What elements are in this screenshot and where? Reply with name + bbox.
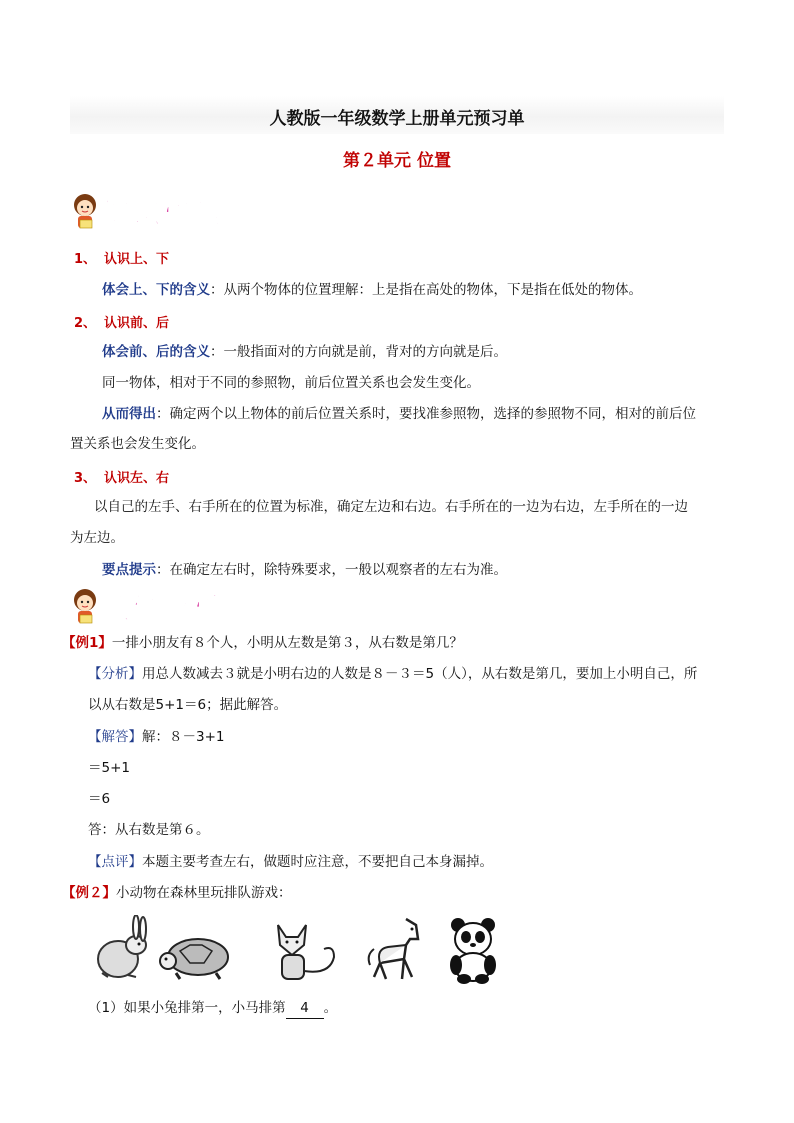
answer-blank: 4 [286,998,324,1019]
example-label: 【例２】 [62,885,116,901]
item-heading-text: 认识左、右 [104,471,170,486]
paragraph-line [94,497,688,517]
question-suffix: 。 [323,1000,338,1016]
paragraph-line [70,434,205,454]
analysis-line [88,695,287,715]
answer-line [88,789,110,809]
section-header-examples [70,585,222,629]
item-heading-text: 认识前、后 [104,316,170,331]
item-heading-text: 认识上、下 [104,252,170,267]
line-text: 为左边。 [70,530,124,546]
example-2-question [62,883,292,903]
item-heading-1 [74,248,169,267]
answer-text: ＝6 [88,791,111,807]
item-number: 2、 [74,316,97,331]
keyword: 从而得出 [102,406,156,422]
panda-icon [450,918,496,984]
fox-icon [278,925,334,979]
turtle-icon [160,939,228,979]
question-prefix: （1）如果小兔排第一，小马排第 [88,1000,286,1016]
example-1-question [62,633,463,653]
line-text: 同一物体，相对于不同的参照物，前后位置关系也会发生变化。 [102,375,480,391]
page-title: 人教版一年级数学上册单元预习单 [269,109,525,129]
answer-text: 解：８－3+1 [142,729,225,745]
sub-question-1 [88,998,337,1019]
girl-avatar-icon [70,587,100,627]
section-header-knowledge [70,190,222,234]
comment-line [88,852,493,872]
answer-text: 答：从右数是第６。 [88,822,210,838]
analysis-line [88,664,697,684]
keyword: 体会前、后的含义 [102,344,210,360]
analysis-label: 【分析】 [88,666,142,682]
comment-text: 本题主要考查左右，做题时应注意，不要把自己本身漏掉。 [142,854,493,870]
girl-avatar-icon [70,192,100,232]
section-title-knowledge: 知识梳理 [102,197,223,230]
example-label: 【例1】 [62,635,112,651]
paragraph-line [102,373,480,393]
item-number: 3、 [74,471,97,486]
line-text: ：在确定左右时，除特殊要求，一般以观察者的左右为准。 [156,562,507,578]
answer-text: ＝5+1 [88,760,130,776]
analysis-text: 用总人数减去３就是小明右边的人数是８－３＝5（人），从右数是第几，要加上小明自己，所 [142,666,698,682]
paragraph-line [70,528,124,548]
line-text: ：确定两个以上物体的前后位置关系时，要找准参照物，选择的参照物不同，相对的前后位 [156,406,696,422]
paragraph-line [102,404,696,424]
line-text: 置关系也会发生变化。 [70,436,205,452]
answer-label: 【解答】 [88,729,142,745]
line-text: ：从两个物体的位置理解：上是指在高处的物体，下是指在低处的物体。 [210,282,642,298]
item-heading-3 [74,467,169,486]
question-text: 小动物在森林里玩排队游戏： [116,885,292,901]
unit-subtitle: 第２单元 位置 [343,151,451,171]
answer-line [88,758,130,778]
paragraph-line [102,280,642,300]
item-number: 1、 [74,252,97,267]
answer-line [88,820,210,840]
comment-label: 【点评】 [88,854,142,870]
rabbit-icon [98,915,146,977]
line-text: 以自己的左手、右手所在的位置为标准，确定左边和右边。右手所在的一边为右边，左手所在的一边 [94,499,688,515]
paragraph-line [102,560,507,580]
answer-line [88,727,225,747]
line-text: ：一般指面对的方向就是前，背对的方向就是后。 [210,344,507,360]
analysis-text: 以从右数是5+1＝6；据此解答。 [88,697,288,713]
animals-row [88,915,508,985]
item-heading-2 [74,312,169,331]
keyword: 体会上、下的含义 [102,282,210,298]
question-text: 一排小朋友有８个人，小明从左数是第３，从右数是第几？ [111,635,463,651]
keyword: 要点提示 [102,562,156,578]
section-title-examples: 典例解析 [102,592,223,625]
horse-icon [369,919,418,979]
paragraph-line [102,342,507,362]
